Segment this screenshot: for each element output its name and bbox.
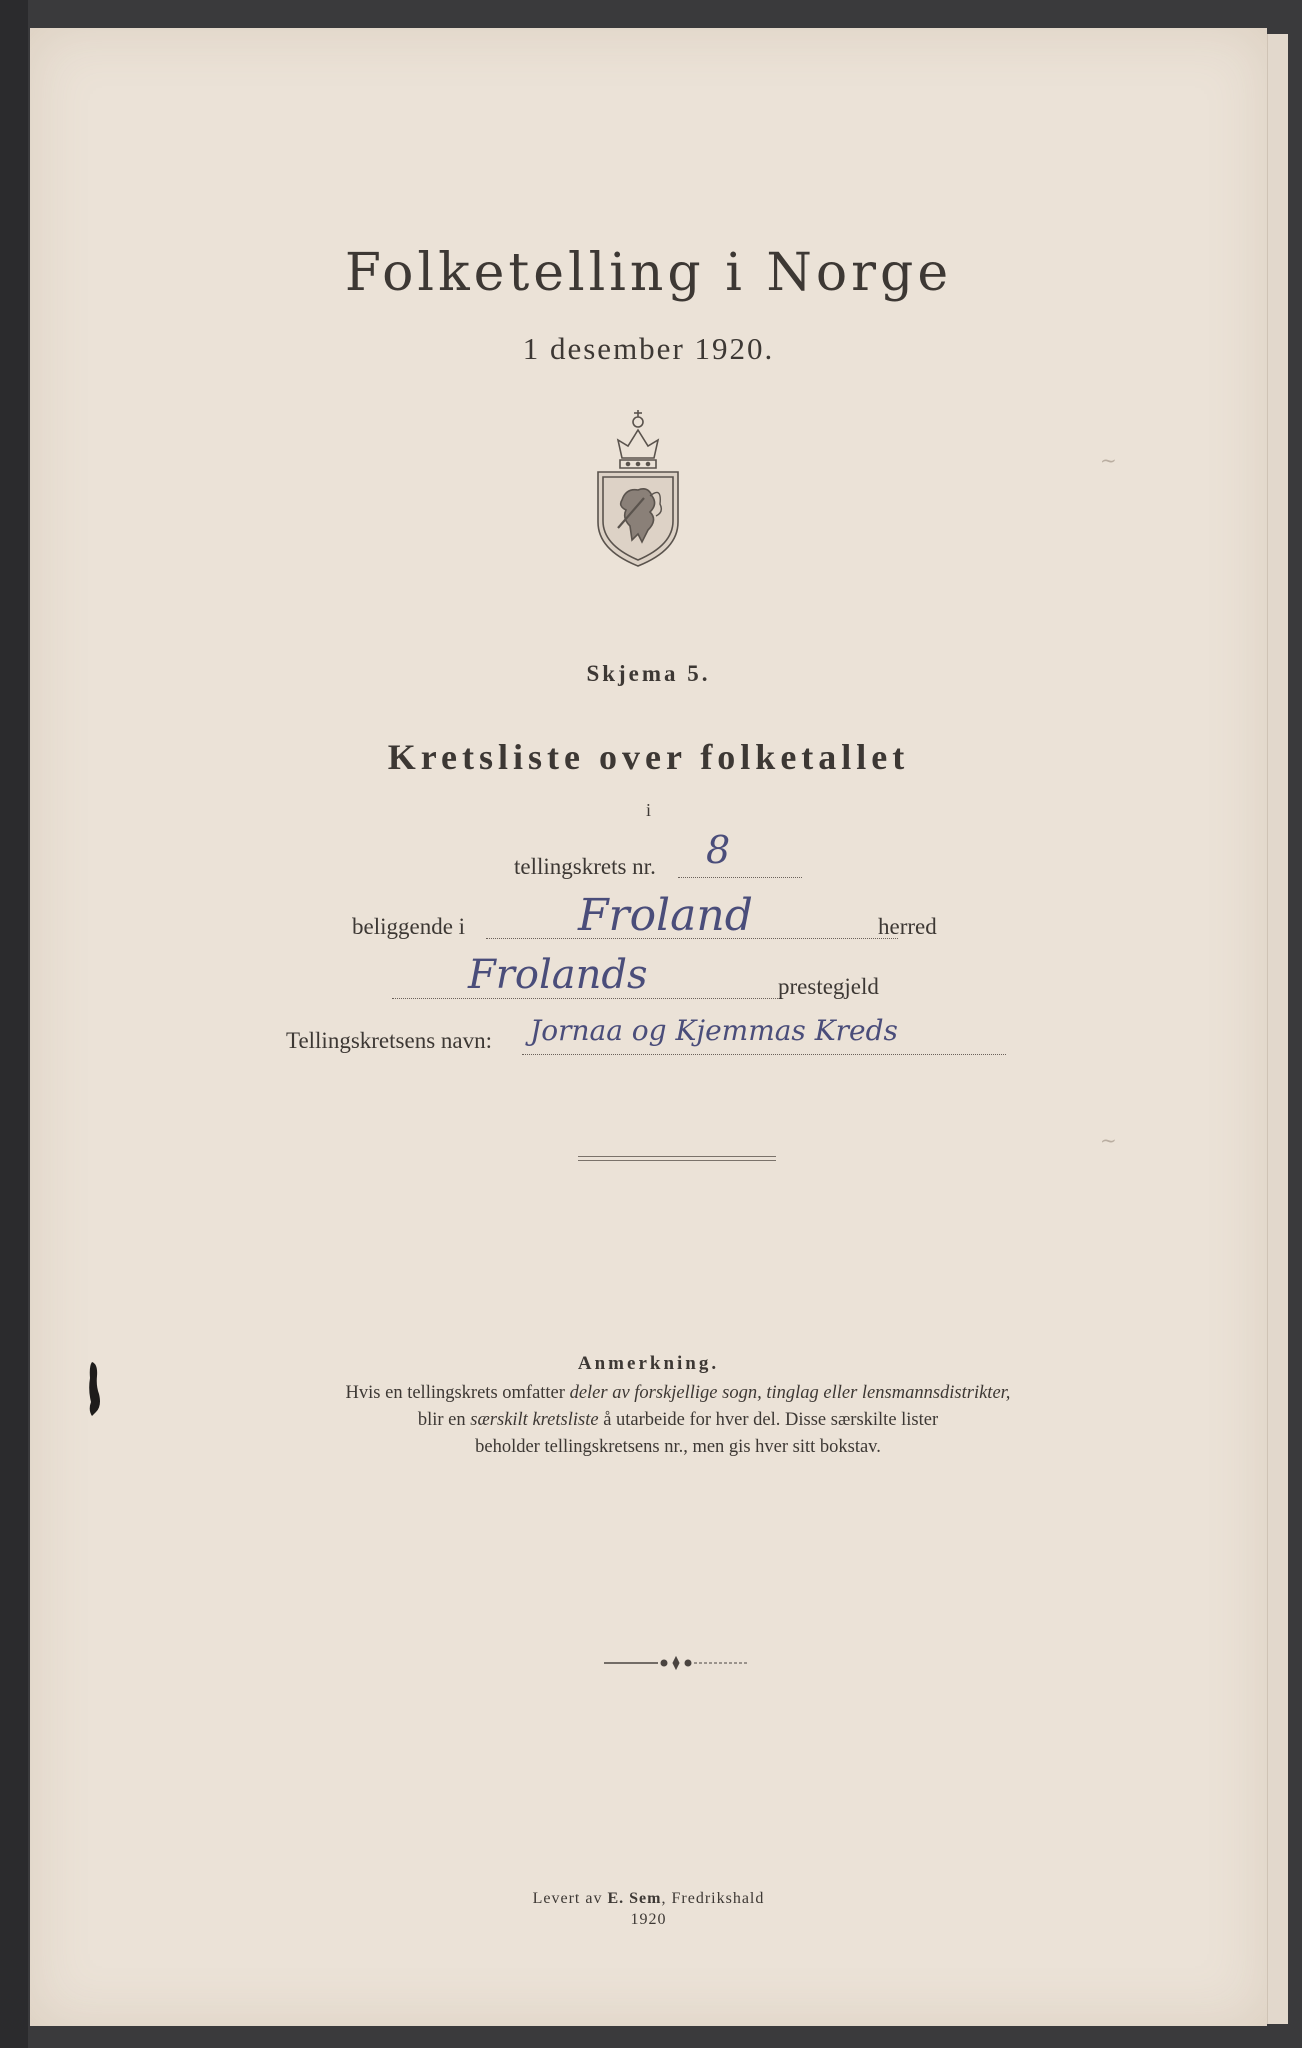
tellingskrets-label: tellingskrets nr.	[514, 854, 656, 879]
decorative-rule-icon	[602, 1653, 750, 1673]
note-text-part: beholder tellingskretsens nr., men gis hver sitt bokstav.	[475, 1437, 881, 1457]
bleed-through-mark: ~	[1100, 448, 1117, 472]
printer-credit	[30, 1890, 1267, 1908]
bleed-through-mark: ~	[1100, 1128, 1117, 1152]
herred-name: Froland	[578, 890, 753, 941]
page-edge-strip	[1267, 34, 1288, 2024]
krets-navn-value: Jornaa og Kjemmas Kreds	[530, 1014, 898, 1047]
prestegjeld-name: Frolands	[468, 952, 648, 998]
norwegian-coat-of-arms-icon	[592, 400, 684, 570]
scan-background	[0, 0, 28, 2048]
note-text-part: å utarbeide for hver del. Disse særskilte lister	[598, 1410, 939, 1430]
printer-credit-part: Levert av	[532, 1890, 608, 1907]
printer-name: E. Sem	[607, 1890, 662, 1907]
note-text-part: blir en	[417, 1410, 471, 1430]
herred-label: herred	[878, 914, 937, 939]
prestegjeld-label: prestegjeld	[778, 974, 879, 999]
section-divider	[578, 1156, 776, 1157]
tellingskrets-underline	[678, 877, 802, 878]
schema-number: Skjema 5.	[586, 661, 711, 686]
tellingskrets-number: 8	[706, 828, 731, 872]
form-title: Kretsliste over folketallet	[387, 737, 910, 777]
census-form-page	[30, 28, 1267, 2026]
printer-credit-part: , Fredrikshald	[661, 1890, 765, 1907]
census-date: 1 desember 1920.	[522, 331, 775, 366]
form-title-connector: i	[645, 800, 651, 820]
note-text-italic: deler av forskjellige sogn, tinglag eller lensmannsdistrikter,	[569, 1383, 1011, 1403]
krets-navn-underline	[522, 1054, 1006, 1055]
krets-navn-label: Tellingskretsens navn:	[286, 1028, 492, 1053]
note-text	[260, 1380, 1096, 1461]
beliggende-label: beliggende i	[352, 914, 466, 939]
printer-year: 1920	[630, 1911, 667, 1928]
section-divider	[578, 1160, 776, 1161]
prestegjeld-underline	[392, 998, 782, 999]
ink-blot-mark	[84, 1360, 104, 1418]
note-text-part: Hvis en tellingskrets omfatter	[345, 1383, 570, 1403]
note-text-italic: særskilt kretsliste	[470, 1410, 599, 1430]
note-heading: Anmerkning.	[577, 1353, 720, 1374]
page-title: Folketelling i Norge	[344, 243, 953, 303]
